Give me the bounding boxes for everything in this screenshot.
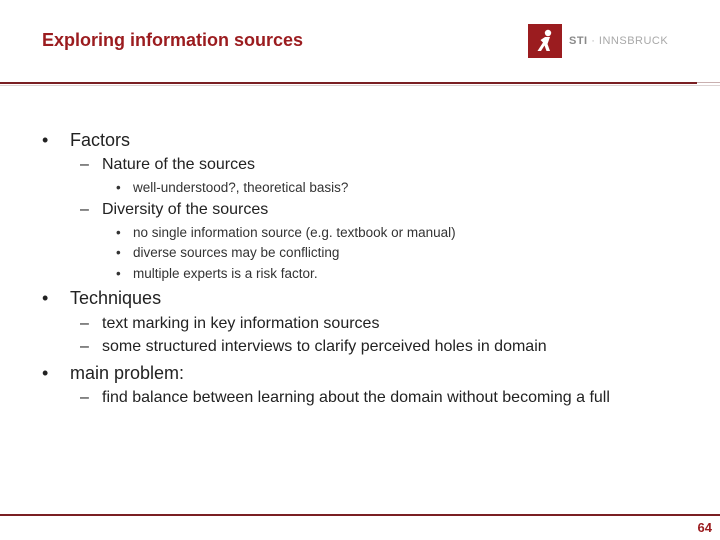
bullet-main-problem [42, 363, 184, 384]
logo-brand: STI [569, 35, 588, 47]
dot-marker: • [116, 245, 121, 260]
list-item-text: diverse sources may be conflicting [133, 245, 340, 260]
logo-city: INNSBRUCK [598, 35, 669, 47]
dash-marker: – [80, 315, 89, 332]
footer-divider [0, 514, 720, 516]
header-divider-stub [697, 82, 720, 83]
bullet-marker: • [42, 288, 49, 308]
subbullet-label: text marking in key information sources [102, 315, 380, 332]
list-item-text: multiple experts is a risk factor. [133, 266, 318, 281]
dash-marker: – [80, 338, 89, 355]
dot-marker: • [116, 225, 121, 240]
subbullet-label: Diversity of the sources [102, 201, 269, 218]
subbullet-diversity [80, 201, 268, 219]
list-item [116, 225, 456, 240]
dash-marker: – [80, 389, 89, 406]
subbullet-label: Nature of the sources [102, 156, 255, 173]
header-divider-shadow [0, 85, 720, 86]
header-divider [0, 82, 697, 84]
logo-wordmark [569, 35, 668, 47]
sti-innsbruck-logo [528, 24, 668, 58]
subbullet-label: find balance between learning about the domain without becoming a full [102, 389, 610, 406]
subbullet-technique [80, 315, 379, 333]
bullet-techniques [42, 288, 161, 309]
list-item-text: no single information source (e.g. textbook or manual) [133, 225, 456, 240]
bullet-label: main problem: [70, 363, 185, 383]
bullet-factors [42, 130, 130, 151]
bullet-label: Techniques [70, 288, 162, 308]
bullet-label: Factors [70, 130, 131, 150]
logo-separator: · [591, 35, 596, 47]
slide-title: Exploring information sources [42, 30, 304, 50]
subbullet-main-problem [80, 389, 610, 407]
subbullet-nature [80, 156, 255, 174]
list-item [116, 180, 348, 195]
bullet-marker: • [42, 130, 49, 150]
subbullet-technique [80, 338, 547, 356]
list-item-text: well-understood?, theoretical basis? [133, 180, 349, 195]
dot-marker: • [116, 180, 121, 195]
list-item [116, 266, 318, 281]
dash-marker: – [80, 201, 89, 218]
sti-person-icon [528, 24, 562, 58]
subbullet-label: some structured interviews to clarify perceived holes in domain [102, 338, 547, 355]
list-item [116, 245, 339, 260]
bullet-marker: • [42, 363, 49, 383]
dot-marker: • [116, 266, 121, 281]
dash-marker: – [80, 156, 89, 173]
page-number: 64 [697, 520, 712, 535]
